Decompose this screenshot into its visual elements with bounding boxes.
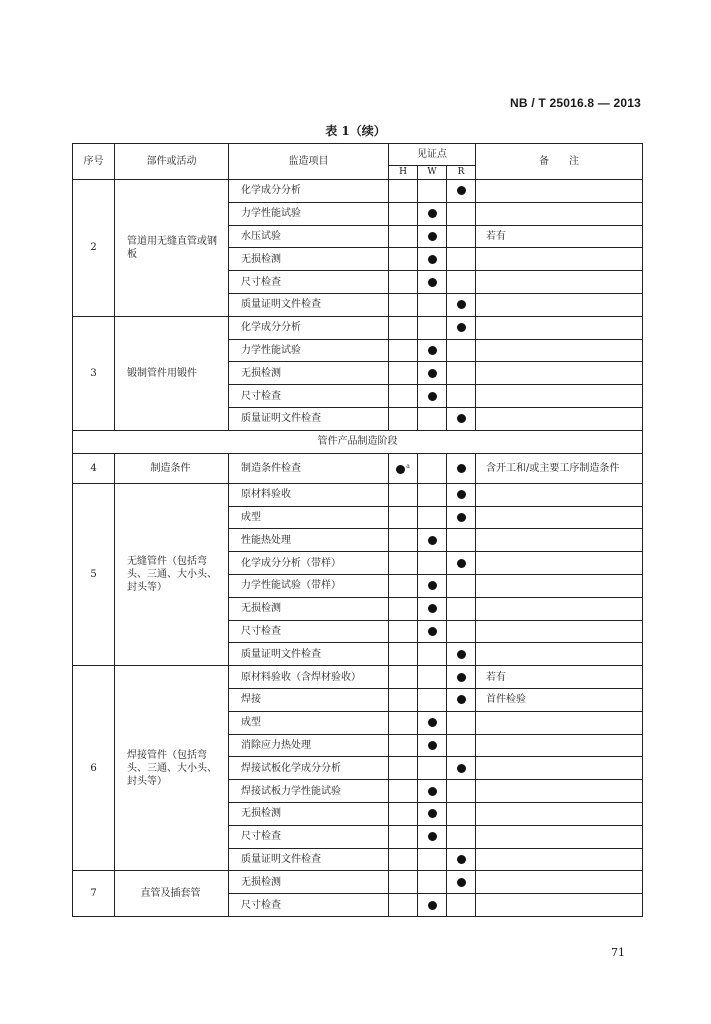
witness-w-cell	[418, 711, 447, 734]
table-row	[73, 180, 643, 203]
item-cell: 化学成分分析（带样）	[229, 552, 389, 575]
item-cell: 水压试验	[229, 225, 389, 248]
witness-w-cell	[418, 597, 447, 620]
witness-h-cell	[389, 271, 418, 294]
witness-r-cell	[447, 339, 476, 362]
witness-r-cell	[447, 597, 476, 620]
note-cell	[476, 552, 643, 575]
col-part-header: 部件或活动	[115, 144, 229, 180]
witness-dot-icon	[457, 650, 466, 659]
witness-h-cell	[389, 362, 418, 385]
note-cell	[476, 293, 643, 316]
witness-r-cell	[447, 385, 476, 408]
note-cell	[476, 407, 643, 430]
table-header-row	[73, 144, 643, 166]
col-note-header: 备 注	[476, 144, 643, 180]
item-cell: 成型	[229, 506, 389, 529]
witness-dot-icon	[428, 718, 437, 727]
witness-w-cell	[418, 825, 447, 848]
seq-cell: 4	[73, 453, 115, 483]
witness-w-cell	[418, 848, 447, 871]
item-cell: 焊接	[229, 688, 389, 711]
witness-dot-icon	[428, 741, 437, 750]
note-cell	[476, 529, 643, 552]
note-cell	[476, 734, 643, 757]
item-cell: 化学成分分析	[229, 316, 389, 339]
witness-r-cell	[447, 825, 476, 848]
witness-h-cell	[389, 757, 418, 780]
item-cell: 尺寸检查	[229, 825, 389, 848]
note-cell	[476, 574, 643, 597]
witness-w-cell	[418, 552, 447, 575]
note-cell	[476, 894, 643, 917]
item-cell: 力学性能试验	[229, 202, 389, 225]
item-cell: 焊接试板化学成分分析	[229, 757, 389, 780]
witness-r-cell	[447, 688, 476, 711]
witness-w-cell	[418, 871, 447, 894]
item-cell: 质量证明文件检查	[229, 407, 389, 430]
witness-r-cell	[447, 271, 476, 294]
table-row	[73, 871, 643, 894]
witness-r-cell	[447, 574, 476, 597]
witness-w-cell	[418, 666, 447, 689]
standard-number: NB / T 25016.8 — 2013	[510, 96, 641, 110]
witness-w-cell	[418, 757, 447, 780]
witness-h-cell	[389, 711, 418, 734]
item-cell: 力学性能试验（带样）	[229, 574, 389, 597]
witness-dot-icon	[457, 186, 466, 195]
seq-cell: 3	[73, 316, 115, 430]
seq-cell: 2	[73, 180, 115, 317]
witness-h-cell	[389, 248, 418, 271]
witness-dot-icon	[428, 392, 437, 401]
witness-w-cell	[418, 529, 447, 552]
witness-dot-icon	[457, 323, 466, 332]
witness-w-cell	[418, 225, 447, 248]
witness-dot-icon	[457, 695, 466, 704]
witness-h-cell	[389, 780, 418, 803]
witness-dot-icon	[457, 490, 466, 499]
witness-dot-icon	[428, 832, 437, 841]
table-section	[73, 430, 643, 453]
note-cell	[476, 271, 643, 294]
witness-r-cell	[447, 711, 476, 734]
col-item-header: 监造项目	[229, 144, 389, 180]
witness-w-cell	[418, 407, 447, 430]
witness-h-cell	[389, 202, 418, 225]
witness-dot-icon	[428, 809, 437, 818]
witness-h-cell	[389, 385, 418, 408]
item-cell: 成型	[229, 711, 389, 734]
note-cell	[476, 825, 643, 848]
witness-w-cell	[418, 574, 447, 597]
witness-w-cell	[418, 202, 447, 225]
witness-r-cell	[447, 666, 476, 689]
witness-w-cell	[418, 248, 447, 271]
witness-w-cell	[418, 894, 447, 917]
item-cell: 尺寸检查	[229, 385, 389, 408]
witness-dot-icon	[457, 513, 466, 522]
note-cell	[476, 643, 643, 666]
witness-w-cell	[418, 620, 447, 643]
note-cell: 含开工和/或主要工序制造条件	[476, 453, 643, 483]
witness-h-cell	[389, 407, 418, 430]
note-cell	[476, 802, 643, 825]
witness-h-cell	[389, 848, 418, 871]
table-row	[73, 666, 643, 689]
witness-r-cell	[447, 734, 476, 757]
page-number: 71	[611, 946, 625, 959]
witness-dot-icon	[428, 346, 437, 355]
witness-h-cell	[389, 666, 418, 689]
witness-h-cell	[389, 620, 418, 643]
item-cell: 无损检测	[229, 248, 389, 271]
witness-w-cell	[418, 453, 447, 483]
note-cell	[476, 597, 643, 620]
witness-dot-icon	[457, 764, 466, 773]
seq-cell: 5	[73, 483, 115, 665]
item-cell: 无损检测	[229, 362, 389, 385]
witness-w-cell	[418, 316, 447, 339]
note-cell	[476, 316, 643, 339]
note-cell: 若有	[476, 225, 643, 248]
witness-h-cell	[389, 529, 418, 552]
witness-dot-icon	[428, 255, 437, 264]
note-cell: 若有	[476, 666, 643, 689]
part-cell: 直管及插套管	[115, 871, 229, 917]
table-caption: 表 1（续）	[325, 124, 386, 138]
witness-w-cell	[418, 802, 447, 825]
note-cell	[476, 506, 643, 529]
witness-r-cell	[447, 225, 476, 248]
table-body-materials	[73, 180, 643, 431]
witness-dot-icon	[428, 209, 437, 218]
witness-r-cell	[447, 407, 476, 430]
table-row	[73, 483, 643, 506]
witness-h-cell	[389, 688, 418, 711]
witness-dot-icon	[428, 369, 437, 378]
item-cell: 尺寸检查	[229, 620, 389, 643]
witness-h-cell	[389, 597, 418, 620]
witness-r-cell	[447, 506, 476, 529]
col-w-header: W	[418, 166, 447, 180]
witness-h-cell	[389, 316, 418, 339]
item-cell: 无损检测	[229, 597, 389, 620]
witness-w-cell	[418, 339, 447, 362]
note-cell	[476, 339, 643, 362]
item-cell: 无损检测	[229, 802, 389, 825]
witness-h-cell	[389, 483, 418, 506]
witness-h-cell	[389, 339, 418, 362]
section-title: 管件产品制造阶段	[73, 430, 643, 453]
witness-h-cell	[389, 506, 418, 529]
item-cell: 尺寸检查	[229, 271, 389, 294]
part-cell: 无缝管件（包括弯头、三通、大小头、封头等）	[115, 483, 229, 665]
witness-h-cell	[389, 574, 418, 597]
witness-w-cell	[418, 180, 447, 203]
witness-dot-icon	[428, 232, 437, 241]
witness-dot-icon	[457, 464, 466, 473]
col-r-header: R	[447, 166, 476, 180]
witness-h-cell	[389, 552, 418, 575]
witness-r-cell	[447, 780, 476, 803]
witness-w-cell	[418, 293, 447, 316]
col-witness-header: 见证点	[389, 144, 476, 166]
note-cell	[476, 620, 643, 643]
witness-dot-icon	[396, 465, 405, 474]
witness-h-cell	[389, 825, 418, 848]
note-cell	[476, 180, 643, 203]
witness-dot-icon	[428, 278, 437, 287]
witness-h-cell	[389, 293, 418, 316]
col-h-header: H	[389, 166, 418, 180]
witness-w-cell	[418, 643, 447, 666]
witness-w-cell	[418, 780, 447, 803]
item-cell: 焊接试板力学性能试验	[229, 780, 389, 803]
note-cell: 首件检验	[476, 688, 643, 711]
witness-dot-icon	[457, 855, 466, 864]
note-cell	[476, 757, 643, 780]
witness-dot-icon	[428, 901, 437, 910]
footnote-marker: a	[406, 463, 410, 471]
item-cell: 力学性能试验	[229, 339, 389, 362]
witness-h-cell	[389, 802, 418, 825]
table-row	[73, 316, 643, 339]
witness-r-cell	[447, 316, 476, 339]
witness-dot-icon	[428, 581, 437, 590]
witness-r-cell	[447, 453, 476, 483]
witness-r-cell	[447, 552, 476, 575]
inspection-table	[72, 143, 643, 917]
witness-w-cell	[418, 688, 447, 711]
witness-dot-icon	[428, 787, 437, 796]
witness-h-cell	[389, 225, 418, 248]
witness-r-cell	[447, 802, 476, 825]
witness-h-cell	[389, 453, 418, 483]
witness-w-cell	[418, 734, 447, 757]
note-cell	[476, 483, 643, 506]
note-cell	[476, 248, 643, 271]
witness-w-cell	[418, 483, 447, 506]
note-cell	[476, 780, 643, 803]
witness-r-cell	[447, 643, 476, 666]
witness-r-cell	[447, 620, 476, 643]
item-cell: 制造条件检查	[229, 453, 389, 483]
witness-h-cell	[389, 180, 418, 203]
witness-dot-icon	[428, 536, 437, 545]
witness-r-cell	[447, 180, 476, 203]
item-cell: 性能热处理	[229, 529, 389, 552]
note-cell	[476, 871, 643, 894]
witness-w-cell	[418, 271, 447, 294]
witness-h-cell	[389, 734, 418, 757]
witness-r-cell	[447, 757, 476, 780]
seq-cell: 7	[73, 871, 115, 917]
part-cell: 制造条件	[115, 453, 229, 483]
part-cell: 锻制管件用锻件	[115, 316, 229, 430]
table-row	[73, 453, 643, 483]
witness-r-cell	[447, 871, 476, 894]
witness-h-cell	[389, 643, 418, 666]
witness-r-cell	[447, 483, 476, 506]
witness-r-cell	[447, 293, 476, 316]
part-cell: 焊接管件（包括弯头、三通、大小头、封头等）	[115, 666, 229, 871]
item-cell: 尺寸检查	[229, 894, 389, 917]
table-body-manufacturing	[73, 453, 643, 916]
witness-dot-icon	[457, 414, 466, 423]
witness-dot-icon	[457, 673, 466, 682]
witness-dot-icon	[457, 878, 466, 887]
witness-dot-icon	[428, 604, 437, 613]
part-cell: 管道用无缝直管或钢板	[115, 180, 229, 317]
item-cell: 无损检测	[229, 871, 389, 894]
witness-w-cell	[418, 506, 447, 529]
note-cell	[476, 202, 643, 225]
item-cell: 原材料验收	[229, 483, 389, 506]
witness-r-cell	[447, 362, 476, 385]
witness-r-cell	[447, 894, 476, 917]
witness-dot-icon	[457, 300, 466, 309]
item-cell: 原材料验收（含焊材验收）	[229, 666, 389, 689]
seq-cell: 6	[73, 666, 115, 871]
witness-dot-icon	[457, 559, 466, 568]
note-cell	[476, 362, 643, 385]
witness-h-cell	[389, 894, 418, 917]
witness-w-cell	[418, 385, 447, 408]
witness-h-cell	[389, 871, 418, 894]
note-cell	[476, 848, 643, 871]
item-cell: 质量证明文件检查	[229, 848, 389, 871]
note-cell	[476, 385, 643, 408]
item-cell: 消除应力热处理	[229, 734, 389, 757]
note-cell	[476, 711, 643, 734]
item-cell: 质量证明文件检查	[229, 643, 389, 666]
item-cell: 化学成分分析	[229, 180, 389, 203]
witness-r-cell	[447, 202, 476, 225]
witness-r-cell	[447, 848, 476, 871]
item-cell: 质量证明文件检查	[229, 293, 389, 316]
witness-r-cell	[447, 248, 476, 271]
witness-w-cell	[418, 362, 447, 385]
witness-r-cell	[447, 529, 476, 552]
witness-dot-icon	[428, 627, 437, 636]
col-seq-header: 序号	[73, 144, 115, 180]
